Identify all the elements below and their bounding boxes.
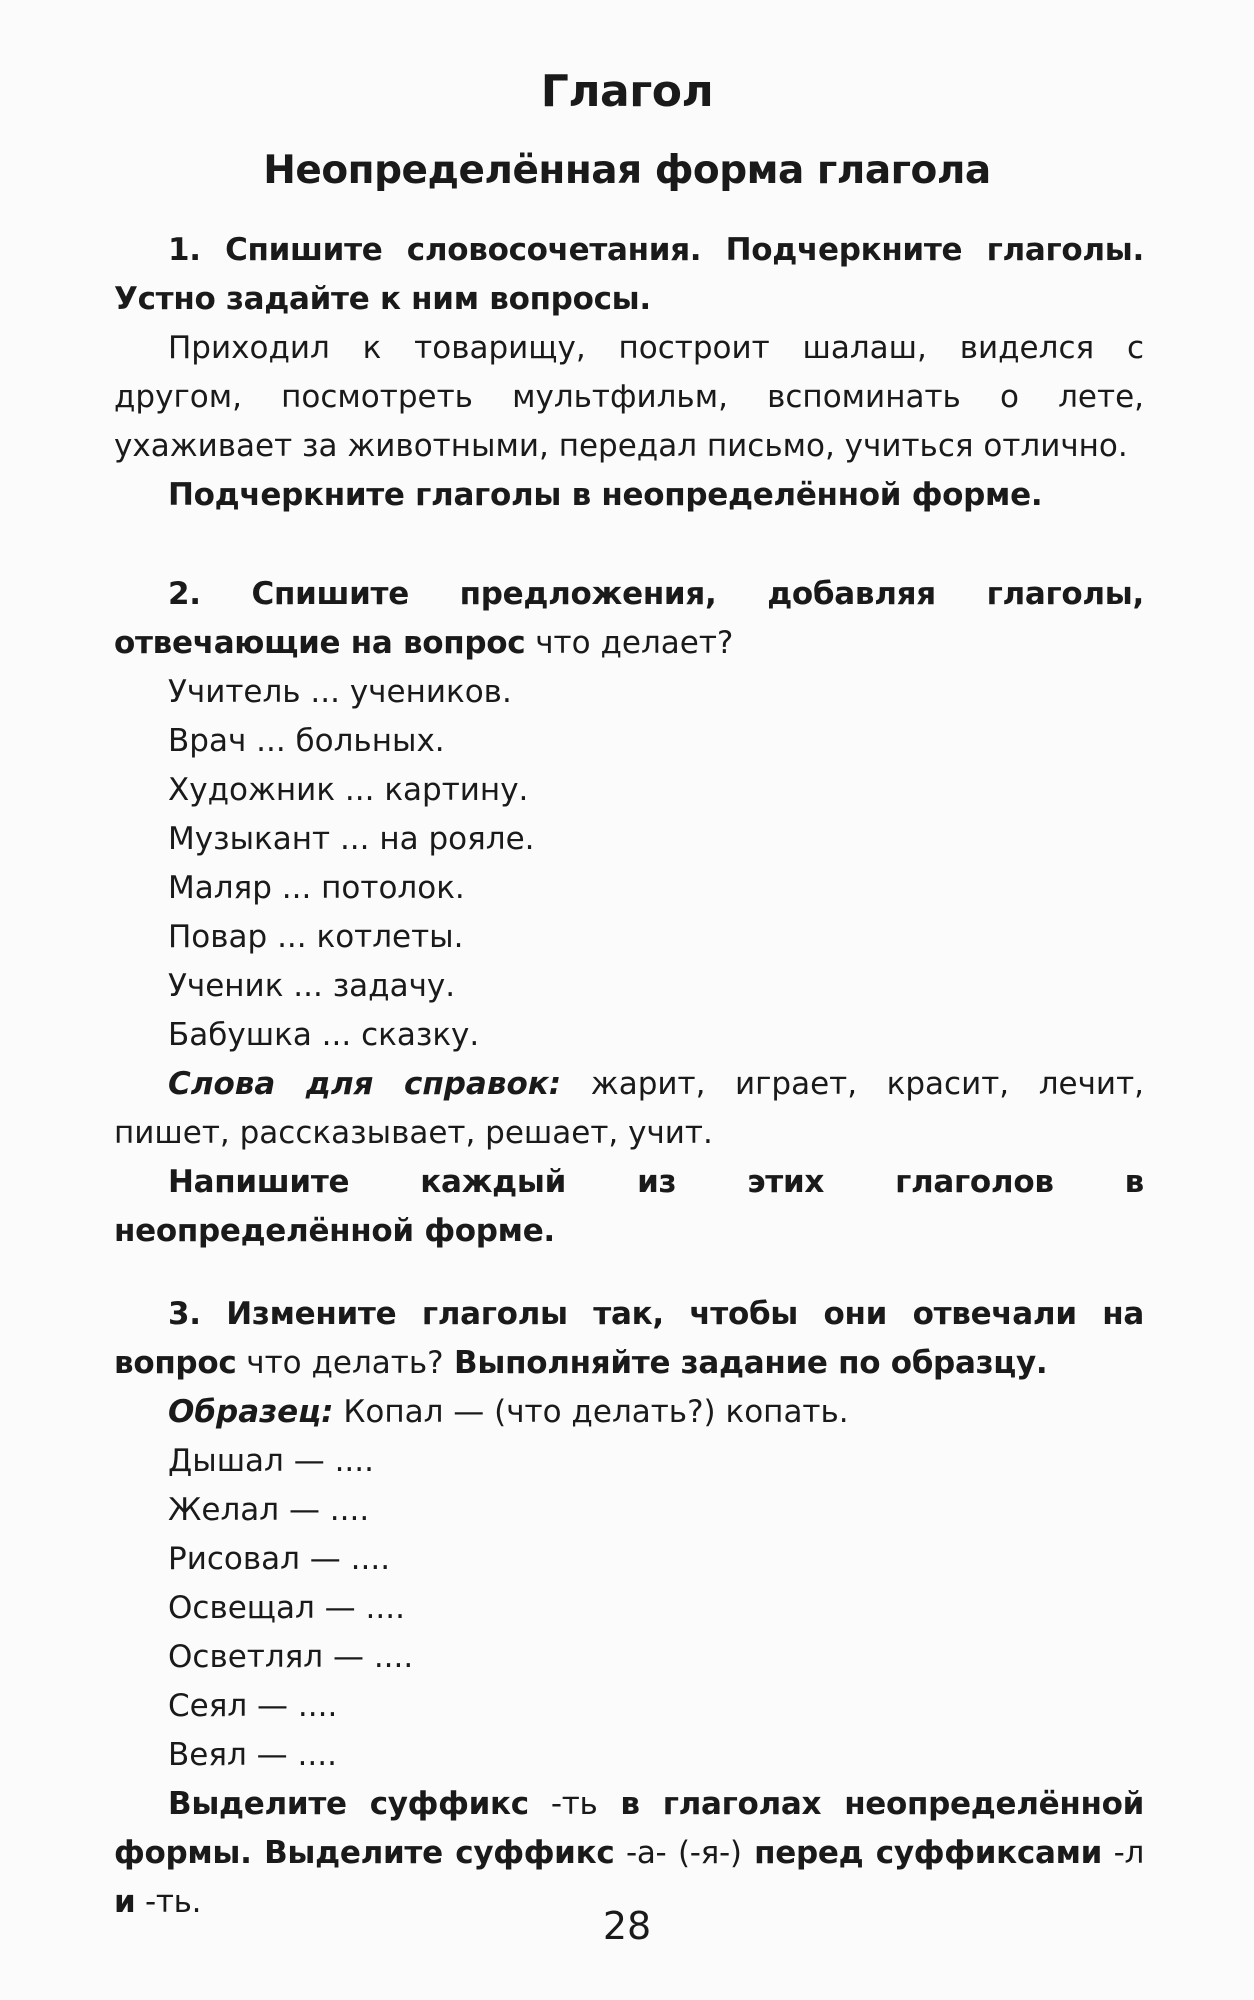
verb-line: Рисовал — .... bbox=[168, 1541, 391, 1577]
exercise-2-task-question: что делает? bbox=[525, 625, 734, 661]
verb-line: Осветлял — .... bbox=[168, 1639, 414, 1675]
sample-text: Копал — (что делать?) копать. bbox=[333, 1394, 849, 1430]
exercise-3 bbox=[114, 1290, 1144, 1927]
sentence-line: Маляр ... потолок. bbox=[168, 870, 465, 906]
exercise-2 bbox=[114, 570, 1144, 1256]
verb-line: Сеял — .... bbox=[168, 1688, 338, 1724]
sample-line bbox=[114, 1388, 1144, 1437]
sentence-line: Художник ... картину. bbox=[168, 772, 529, 808]
verb-line: Желал — .... bbox=[168, 1492, 370, 1528]
exercise-1-task: 1. Спишите словосочетания. Подчеркните глаголы. Устно задайте к ним вопросы. bbox=[114, 232, 1144, 317]
section-subtitle: Неопределённая форма глагола bbox=[263, 148, 991, 193]
verb-line: Дышал — .... bbox=[168, 1443, 374, 1479]
final-d: -а- (-я-) bbox=[614, 1835, 742, 1871]
exercise-2-task bbox=[114, 570, 1144, 668]
reference-words bbox=[114, 1060, 1144, 1158]
exercise-1 bbox=[114, 226, 1144, 520]
exercise-3-task bbox=[114, 1290, 1144, 1388]
sentence-line: Музыкант ... на рояле. bbox=[168, 821, 535, 857]
exercise-2-task-bold: 2. Спишите предложения, добавляя глаголы, отвечающие на вопрос bbox=[114, 576, 1144, 661]
exercise-2-task2: Напишите каждый из этих глаголов в неопределённой форме. bbox=[114, 1164, 1144, 1249]
final-e: перед суффиксами bbox=[741, 1835, 1103, 1871]
exercise-3-task-question: что делать? bbox=[236, 1345, 444, 1381]
sentence-line: Бабушка ... сказку. bbox=[168, 1017, 480, 1053]
reference-list: жарит, играет, красит, лечит, пишет, рассказывает, решает, учит. bbox=[114, 1066, 1144, 1151]
sample-label: Образец: bbox=[168, 1394, 334, 1430]
exercise-3-task-bold2: Выполняйте задание по образцу. bbox=[443, 1345, 1048, 1381]
sentence-line: Ученик ... задачу. bbox=[168, 968, 456, 1004]
page-number: 28 bbox=[602, 1904, 652, 1948]
final-f: -л bbox=[1102, 1835, 1144, 1871]
verb-line: Освещал — .... bbox=[168, 1590, 405, 1626]
verb-line: Веял — .... bbox=[168, 1737, 337, 1773]
final-b: -ть bbox=[528, 1786, 598, 1822]
final-h: -ть. bbox=[135, 1884, 202, 1920]
final-a: Выделите суффикс bbox=[168, 1786, 529, 1822]
exercise-3-task-bold: 3. Измените глаголы так, чтобы они отвечали на вопрос bbox=[114, 1296, 1144, 1381]
sentence-line: Врач ... больных. bbox=[168, 723, 445, 759]
reference-label: Слова для справок: bbox=[168, 1066, 562, 1102]
sentence-line: Учитель ... учеников. bbox=[168, 674, 512, 710]
page-title: Глагол bbox=[540, 66, 714, 117]
exercise-1-task2: Подчеркните глаголы в неопределённой форме. bbox=[168, 477, 1043, 513]
final-c: в глаголах неопределённой формы. Выделите суффикс bbox=[114, 1786, 1145, 1871]
sentence-line: Повар ... котлеты. bbox=[168, 919, 464, 955]
final-g: и bbox=[114, 1884, 136, 1920]
exercise-1-text: Приходил к товарищу, построит шалаш, виделся с другом, посмотреть мультфильм, вспоминать о лете, ухаживает за животными, передал письмо, учиться отлично. bbox=[114, 330, 1144, 464]
